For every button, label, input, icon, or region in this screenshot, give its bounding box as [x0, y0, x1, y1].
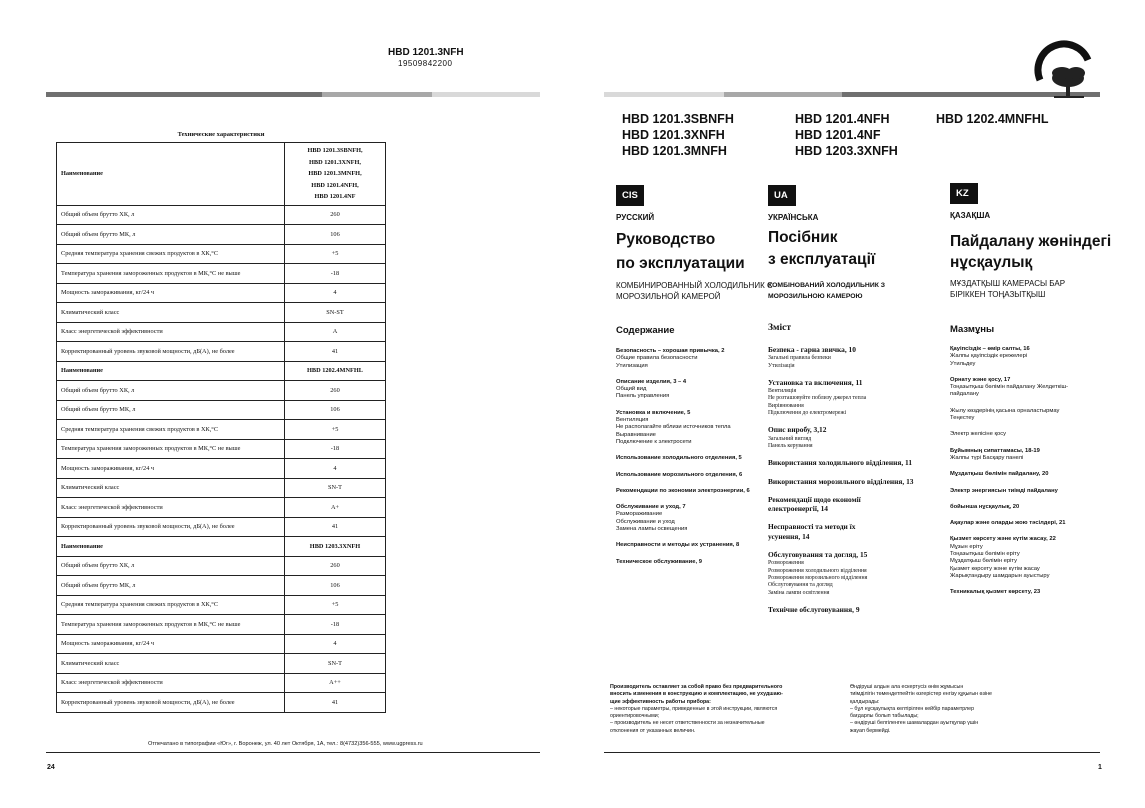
- cfc-free-logo: [1032, 40, 1096, 102]
- spec-label: Наименование: [57, 143, 285, 206]
- table-title: Технические характеристики: [177, 131, 265, 138]
- toc-entry: Не розташовуйте поблизу джерел тепла: [768, 395, 867, 402]
- toc-spacer: [616, 479, 776, 488]
- toc-spacer: [616, 550, 776, 559]
- spec-value: +5: [285, 244, 386, 264]
- table-row: [57, 303, 386, 323]
- toc-entry: Підключення до електромережі: [768, 410, 847, 417]
- toc-section: [768, 426, 943, 435]
- toc-section-label: Қауіпсіздік – өмір салты, 16: [950, 346, 1030, 352]
- spec-value: 260: [285, 205, 386, 225]
- spec-label: Климатический класс: [57, 303, 285, 323]
- toc-entry: Вентиляція: [768, 388, 797, 395]
- left-top-bar-mid: [322, 92, 432, 97]
- toc-section: [768, 505, 943, 514]
- toc-section-label: Неисправности и методы их устранения, 8: [616, 542, 740, 549]
- toc-entry: Панель керування: [768, 442, 813, 449]
- toc-entry: Жалпы қауіпсіздік ережелері: [950, 353, 1028, 360]
- toc-section: [616, 472, 776, 479]
- table-row: [57, 634, 386, 654]
- spec-value: A++: [285, 673, 386, 693]
- spec-label: Общий объем брутто ХК, л: [57, 556, 285, 576]
- disclaimer-line: – некоторые параметры, приведенные в этой инструкции, являются: [610, 705, 778, 712]
- right-page-number: 1: [1098, 764, 1102, 771]
- spec-value: +5: [285, 595, 386, 615]
- spec-label: Температура хранения замороженных продуктов в МК,°С не выше: [57, 439, 285, 459]
- table-row: [57, 225, 386, 245]
- toc-section: [768, 551, 943, 560]
- toc-section-label: Установка та включення, 11: [768, 377, 863, 387]
- model-name: HBD 1201.4NFH: [795, 112, 890, 126]
- right-top-bar-light: [604, 92, 724, 97]
- toc-section: [950, 536, 1110, 543]
- toc-entry: Обслуговування та догляд: [768, 582, 833, 589]
- model-name: HBD 1203.3XNFH: [795, 144, 898, 158]
- disclaimer-kz: [850, 684, 1050, 735]
- spec-value: HBD 1202.4MNFHL: [285, 361, 386, 381]
- toc-entry: Не располагайте вблизи источников тепла: [616, 424, 731, 431]
- toc-section-label: Описание изделия, 3 – 4: [616, 378, 687, 385]
- disclaimer-line: жауап бермейді.: [850, 727, 891, 734]
- toc-section-label: Безопасность – хорошая привычка, 2: [616, 348, 725, 354]
- toc-entry: Электр желісіне қосу: [950, 431, 1007, 438]
- toc-ua: [768, 346, 943, 615]
- toc-section: [950, 448, 1110, 455]
- spec-value: SN-T: [285, 478, 386, 498]
- toc-section: [768, 478, 943, 487]
- spec-value: 4: [285, 634, 386, 654]
- spec-value: 41: [285, 342, 386, 362]
- table-row: [57, 283, 386, 303]
- toc-spacer: [616, 446, 776, 455]
- spec-value: -18: [285, 264, 386, 284]
- toc-section-label: Техникалық қызмет көрсету, 23: [950, 589, 1041, 596]
- disclaimer-line: Өндіруші алдын ала ескертусіз өнім жұмысын: [850, 684, 964, 690]
- toc-spacer: [950, 399, 1110, 408]
- toc-spacer: [950, 368, 1110, 377]
- toc-section: [616, 488, 776, 495]
- spec-label: Наименование: [57, 361, 285, 381]
- title-kz: Пайдалану жөніндегі нұсқаулық: [950, 233, 1112, 271]
- disclaimer-line: вносить изменения в конструкцию и комплектацию, не ухудшаю-: [610, 691, 783, 698]
- toc-section: [950, 471, 1110, 478]
- toc-section: [768, 346, 943, 355]
- table-header-row: [57, 537, 386, 557]
- disclaimer-line: – производитель не несет ответственности за незначительные: [610, 720, 765, 727]
- printer-info: Отпечатано в типографии «Юг», г. Воронеж, ул. 40 лет Октября, 1А, тел.: 8(4732)356-555, www.ugpress.ru: [148, 741, 423, 747]
- toc-entry: Жылу көздерінің қасына орналастырмау: [950, 407, 1060, 414]
- left-page-number: 24: [47, 764, 55, 771]
- toc-section: [950, 346, 1110, 353]
- toc-entry: Мұздатқыш бөлімін еріту: [950, 558, 1018, 565]
- toc-entry: Вентиляция: [616, 417, 649, 424]
- toc-section-label: бойынша нұсқаулық, 20: [950, 503, 1020, 510]
- models-col3: [936, 111, 1049, 127]
- toc-entry: Жалпы түрі Басқару панелі: [950, 454, 1024, 461]
- toc-section-label: Электр энергиясын тиімді пайдалану: [950, 487, 1058, 494]
- toc-section-label: Рекомендації щодо економії: [768, 494, 861, 504]
- contents-heading-kz: Мазмұны: [950, 324, 995, 335]
- spec-value: 106: [285, 225, 386, 245]
- right-top-bar-mid: [724, 92, 842, 97]
- models-col2: [795, 111, 898, 159]
- model-name: HBD 1201.3XNFH: [622, 128, 725, 142]
- table-row: [57, 478, 386, 498]
- toc-entry: Розмороження морозильного відділення: [768, 574, 868, 581]
- toc-section: [950, 488, 1110, 495]
- models-col1: [622, 111, 734, 159]
- spec-value: HBD 1201.3SBNFH, HBD 1201.3XNFH, HBD 1201.3MNFH, HBD 1201.4NFH, HBD 1201.4NF: [285, 143, 386, 206]
- title-cis: Руководство по эксплуатации: [616, 231, 745, 272]
- toc-section-label: Бұйымның сипаттамасы, 18-19: [950, 447, 1040, 454]
- spec-value: A+: [285, 498, 386, 518]
- toc-entry: Тоңазытқыш бөлімін пайдалану Желдеткіш-: [950, 384, 1069, 391]
- toc-spacer: [950, 580, 1110, 589]
- toc-entry: Загальний вигляд: [768, 435, 812, 442]
- spec-label: Климатический класс: [57, 654, 285, 674]
- disclaimer-line: Производитель оставляет за собой право без предварительного: [610, 684, 783, 690]
- disclaimer-line: – өндіруші белгіленген шамалардан ауытқулар үшін: [850, 720, 979, 727]
- toc-entry: Утильдеу: [950, 360, 976, 367]
- toc-kz: [950, 346, 1110, 597]
- table-row: [57, 673, 386, 693]
- table-row: [57, 654, 386, 674]
- table-row: [57, 244, 386, 264]
- spec-label: Средняя температура хранения свежих продуктов в ХК,°С: [57, 420, 285, 440]
- badge-ua: UA: [768, 185, 796, 206]
- toc-section-label: Несправності та методи їх: [768, 522, 856, 532]
- toc-spacer: [950, 439, 1110, 448]
- toc-entry: Выравнивание: [616, 431, 656, 438]
- toc-section-label: Орнату және қосу, 17: [950, 376, 1011, 383]
- spec-label: Класс энергетической эффективности: [57, 322, 285, 342]
- toc-section-label: Обслуговування та догляд, 15: [768, 550, 868, 560]
- right-bottom-rule: [604, 752, 1100, 753]
- spec-label: Класс энергетической эффективности: [57, 673, 285, 693]
- table-row: [57, 420, 386, 440]
- toc-entry: пайдалану: [950, 391, 979, 398]
- toc-section: [616, 348, 776, 355]
- spec-label: Корректированный уровень звуковой мощности, дБ(А), не более: [57, 342, 285, 362]
- contents-heading-ua: Зміст: [768, 323, 792, 333]
- toc-entry: Обслуживание и уход: [616, 518, 675, 525]
- spec-label: Общий объем брутто МК, л: [57, 225, 285, 245]
- spec-value: SN-ST: [285, 303, 386, 323]
- toc-section: [950, 504, 1110, 511]
- toc-entry: Заміна лампи освітлення: [768, 589, 830, 596]
- table-row: [57, 595, 386, 615]
- spec-table: [56, 142, 386, 713]
- spec-label: Общий объем брутто ХК, л: [57, 205, 285, 225]
- contents-heading-cis: Содержание: [616, 325, 675, 336]
- toc-section-label: Використання морозильного відділення, 13: [768, 476, 914, 486]
- table-row: [57, 264, 386, 284]
- toc-section-label: Опис виробу, 3,12: [768, 425, 827, 435]
- toc-entry: Розмороження холодильного відділення: [768, 567, 867, 574]
- model-name: HBD 1202.4MNFHL: [936, 112, 1049, 126]
- disclaimer-line: отклонения от указанных величин.: [610, 727, 696, 734]
- toc-section: [616, 542, 776, 549]
- table-row: [57, 459, 386, 479]
- toc-spacer: [950, 462, 1110, 471]
- toc-section-label: Обслуживание и уход, 7: [616, 504, 686, 511]
- spec-label: Мощность замораживания, кг/24 ч: [57, 634, 285, 654]
- toc-section-label: Використання холодильного відділення, 11: [768, 458, 913, 468]
- spec-label: Общий объем брутто МК, л: [57, 576, 285, 596]
- spec-label: Температура хранения замороженных продуктов в МК,°С не выше: [57, 264, 285, 284]
- spec-label: Общий объем брутто ХК, л: [57, 381, 285, 401]
- left-bottom-rule: [46, 752, 540, 753]
- disclaimer-line: щие эффективность работы прибора:: [610, 698, 711, 705]
- table-row: [57, 615, 386, 635]
- model-name: HBD 1201.3MNFH: [622, 144, 727, 158]
- toc-entry: Утилизация: [616, 362, 648, 369]
- disclaimer-line: тиімділігін төмендетпейтін өзгерістер енгізу құқығын өзіне: [850, 691, 992, 698]
- toc-section-label: Техническое обслуживание, 9: [616, 558, 702, 565]
- toc-section: [768, 459, 943, 468]
- spec-label: Корректированный уровень звуковой мощности, дБ(А), не более: [57, 693, 285, 713]
- spec-label: Средняя температура хранения свежих продуктов в ХК,°С: [57, 244, 285, 264]
- toc-entry: Панель управления: [616, 393, 670, 400]
- left-model-title: HBD 1201.3NFH: [388, 47, 464, 58]
- spec-value: 4: [285, 283, 386, 303]
- table-row: [57, 439, 386, 459]
- badge-kz: KZ: [950, 183, 978, 204]
- spec-label: Температура хранения замороженных продуктов в МК,°С не выше: [57, 615, 285, 635]
- model-name: HBD 1201.4NF: [795, 128, 881, 142]
- toc-section-label: усунення, 14: [768, 531, 810, 541]
- spec-label: Мощность замораживания, кг/24 ч: [57, 459, 285, 479]
- toc-section-label: Мұздатқыш бөлімін пайдалану, 20: [950, 471, 1049, 478]
- subtitle-kz: МҰЗДАТҚЫШ КАМЕРАСЫ БАР БІРІККЕН ТОҢАЗЫТҚЫШ: [950, 279, 1066, 299]
- toc-section: [768, 606, 943, 615]
- toc-spacer: [950, 422, 1110, 431]
- toc-section-label: Рекомендации по экономии электроэнергии, 6: [616, 487, 750, 494]
- table-row: [57, 342, 386, 362]
- tree-icon: [1032, 40, 1096, 102]
- toc-spacer: [616, 370, 776, 379]
- spec-value: 260: [285, 381, 386, 401]
- toc-section-label: Безпека - гарна звичка, 10: [768, 345, 856, 354]
- toc-spacer: [950, 495, 1110, 504]
- toc-entry: Общие правила безопасности: [616, 355, 698, 362]
- spec-value: 4: [285, 459, 386, 479]
- toc-section-label: Использование холодильного отделения, 5: [616, 455, 742, 462]
- toc-section: [768, 533, 943, 542]
- toc-entry: Общий вид: [616, 386, 647, 393]
- toc-spacer: [616, 495, 776, 504]
- subtitle-ua: КОМБІНОВАНИЙ ХОЛОДИЛЬНИК З МОРОЗИЛЬНОЮ КАМЕРОЮ: [768, 282, 886, 300]
- table-row: [57, 381, 386, 401]
- toc-entry: Вирівнювання: [768, 402, 804, 409]
- spec-value: 260: [285, 556, 386, 576]
- toc-entry: Қызмет көрсету және күтім жасау: [950, 565, 1040, 572]
- spec-value: 41: [285, 517, 386, 537]
- toc-section: [616, 410, 776, 417]
- table-row: [57, 400, 386, 420]
- subtitle-cis: КОМБИНИРОВАННЫЙ ХОЛОДИЛЬНИК С МОРОЗИЛЬНОЙ КАМЕРОЙ: [616, 281, 773, 301]
- spec-label: Класс энергетической эффективности: [57, 498, 285, 518]
- left-top-bar-dark: [46, 92, 322, 97]
- toc-entry: Размораживание: [616, 511, 663, 518]
- spec-label: Средняя температура хранения свежих продуктов в ХК,°С: [57, 595, 285, 615]
- toc-section: [950, 520, 1110, 527]
- toc-section: [950, 589, 1110, 596]
- spec-value: +5: [285, 420, 386, 440]
- toc-cis: [616, 348, 776, 566]
- spec-value: 41: [285, 693, 386, 713]
- toc-entry: Розмороження: [768, 560, 804, 567]
- toc-section: [768, 379, 943, 388]
- table-row: [57, 205, 386, 225]
- spec-label: Климатический класс: [57, 478, 285, 498]
- lang-ua: УКРАЇНСЬКА: [768, 213, 819, 222]
- model-name: HBD 1201.3SBNFH: [622, 112, 734, 126]
- toc-spacer: [950, 511, 1110, 520]
- table-row: [57, 498, 386, 518]
- toc-section: [616, 559, 776, 566]
- toc-spacer: [616, 533, 776, 542]
- disclaimer-line: бағдарлы болып табылады;: [850, 713, 919, 720]
- toc-section-label: електроенергії, 14: [768, 504, 828, 514]
- toc-entry: Подключение к электросети: [616, 438, 692, 445]
- toc-spacer: [616, 463, 776, 472]
- spec-label: Общий объем брутто МК, л: [57, 400, 285, 420]
- toc-spacer: [950, 527, 1110, 536]
- spec-value: -18: [285, 615, 386, 635]
- lang-kz: ҚАЗАҚША: [950, 211, 991, 220]
- toc-spacer: [950, 479, 1110, 488]
- toc-entry: Замена лампы освещения: [616, 526, 688, 533]
- toc-section-label: Технічне обслуговування, 9: [768, 604, 860, 614]
- spec-value: HBD 1203.3XNFH: [285, 537, 386, 557]
- lang-cis: РУССКИЙ: [616, 213, 655, 222]
- toc-section-label: Ақаулар және оларды жою тәсілдері, 21: [950, 520, 1066, 527]
- toc-section: [616, 455, 776, 462]
- table-row: [57, 517, 386, 537]
- toc-section-label: Қызмет көрсету және күтім жасау, 22: [950, 536, 1056, 543]
- disclaimer-cis: [610, 684, 810, 735]
- left-model-code: 19509842200: [398, 59, 453, 68]
- spec-value: SN-T: [285, 654, 386, 674]
- spec-label: Мощность замораживания, кг/24 ч: [57, 283, 285, 303]
- spec-value: 106: [285, 576, 386, 596]
- spec-value: 106: [285, 400, 386, 420]
- toc-entry: Теңестеу: [950, 415, 975, 422]
- toc-section: [616, 504, 776, 511]
- spec-value: -18: [285, 439, 386, 459]
- table-row: [57, 693, 386, 713]
- spec-label: Корректированный уровень звуковой мощности, дБ(А), не более: [57, 517, 285, 537]
- title-ua: Посібник з експлуатації: [768, 229, 876, 268]
- toc-section-label: Установка и включение, 5: [616, 409, 691, 416]
- toc-entry: Утилізація: [768, 362, 795, 369]
- table-header-row: [57, 361, 386, 381]
- table-header-row: [57, 143, 386, 206]
- disclaimer-line: қалдырады:: [850, 698, 880, 705]
- toc-entry: Тоңазытқыш бөлімін еріту: [950, 551, 1020, 558]
- table-row: [57, 556, 386, 576]
- disclaimer-line: – бұл нұсқаулықта келтірілген кейбір параметрлер: [850, 705, 975, 712]
- toc-entry: Мұзын еріту: [950, 543, 983, 550]
- toc-section-label: Использование морозильного отделения, 6: [616, 471, 743, 478]
- table-row: [57, 322, 386, 342]
- toc-entry: Загальні правила безпеки: [768, 355, 831, 362]
- badge-cis: CIS: [616, 185, 644, 206]
- spec-value: A: [285, 322, 386, 342]
- table-row: [57, 576, 386, 596]
- left-top-bar-light: [432, 92, 540, 97]
- toc-entry: Жарықтандыру шамдарын ауыстыру: [950, 572, 1050, 579]
- spec-label: Наименование: [57, 537, 285, 557]
- toc-spacer: [616, 401, 776, 410]
- disclaimer-line: ориентировочными;: [610, 713, 660, 720]
